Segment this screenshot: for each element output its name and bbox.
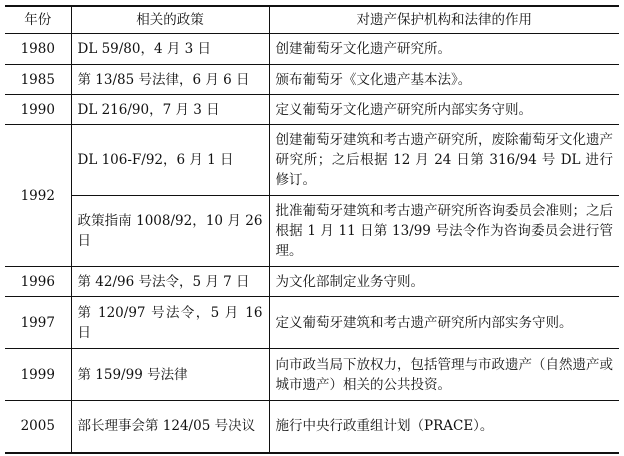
header-effect: 对遗产保护机构和法律的作用 bbox=[269, 6, 619, 34]
policy-cell: 第 42/96 号法令，5 月 7 日 bbox=[71, 267, 269, 297]
policy-cell: 政策指南 1008/92，10 月 26 日 bbox=[71, 196, 269, 267]
year-cell: 1997 bbox=[5, 297, 71, 349]
effect-cell: 定义葡萄牙建筑和考古遗产研究所内部实务守则。 bbox=[269, 297, 619, 349]
table-row bbox=[5, 65, 619, 95]
policy-cell: DL 59/80，4 月 3 日 bbox=[71, 34, 269, 65]
policy-table bbox=[5, 5, 619, 454]
table-row bbox=[5, 95, 619, 125]
table-row bbox=[5, 34, 619, 65]
effect-cell: 颁布葡萄牙《文化遗产基本法》。 bbox=[269, 65, 619, 95]
table-row bbox=[5, 349, 619, 401]
table-row bbox=[5, 196, 619, 267]
effect-cell: 批准葡萄牙建筑和考古遗产研究所咨询委员会准则；之后根据 1 月 11 日第 13/99 号法令作为咨询委员会进行管理。 bbox=[269, 196, 619, 267]
table-header-row bbox=[5, 6, 619, 34]
effect-cell: 创建葡萄牙建筑和考古遗产研究所，废除葡萄牙文化遗产研究所；之后根据 12 月 24 日第 316/94 号 DL 进行修订。 bbox=[269, 125, 619, 196]
header-year: 年份 bbox=[5, 6, 71, 34]
year-cell: 1985 bbox=[5, 65, 71, 95]
policy-cell: 第 120/97 号法令，5 月 16 日 bbox=[71, 297, 269, 349]
effect-cell: 为文化部制定业务守则。 bbox=[269, 267, 619, 297]
policy-cell: DL 106-F/92，6 月 1 日 bbox=[71, 125, 269, 196]
table-row bbox=[5, 401, 619, 453]
table-row bbox=[5, 125, 619, 196]
year-cell: 1999 bbox=[5, 349, 71, 401]
year-cell: 1980 bbox=[5, 34, 71, 65]
policy-cell: 第 159/99 号法律 bbox=[71, 349, 269, 401]
header-policy: 相关的政策 bbox=[71, 6, 269, 34]
policy-cell: 部长理事会第 124/05 号决议 bbox=[71, 401, 269, 453]
effect-cell: 定义葡萄牙文化遗产研究所内部实务守则。 bbox=[269, 95, 619, 125]
year-cell: 1990 bbox=[5, 95, 71, 125]
year-cell: 1992 bbox=[5, 125, 71, 267]
year-cell: 2005 bbox=[5, 401, 71, 453]
year-cell: 1996 bbox=[5, 267, 71, 297]
effect-cell: 创建葡萄牙文化遗产研究所。 bbox=[269, 34, 619, 65]
policy-cell: 第 13/85 号法律，6 月 6 日 bbox=[71, 65, 269, 95]
effect-cell: 施行中央行政重组计划（PRACE）。 bbox=[269, 401, 619, 453]
table-row bbox=[5, 297, 619, 349]
policy-cell: DL 216/90，7 月 3 日 bbox=[71, 95, 269, 125]
table-row bbox=[5, 267, 619, 297]
effect-cell: 向市政当局下放权力，包括管理与市政遗产（自然遗产或城市遗产）相关的公共投资。 bbox=[269, 349, 619, 401]
